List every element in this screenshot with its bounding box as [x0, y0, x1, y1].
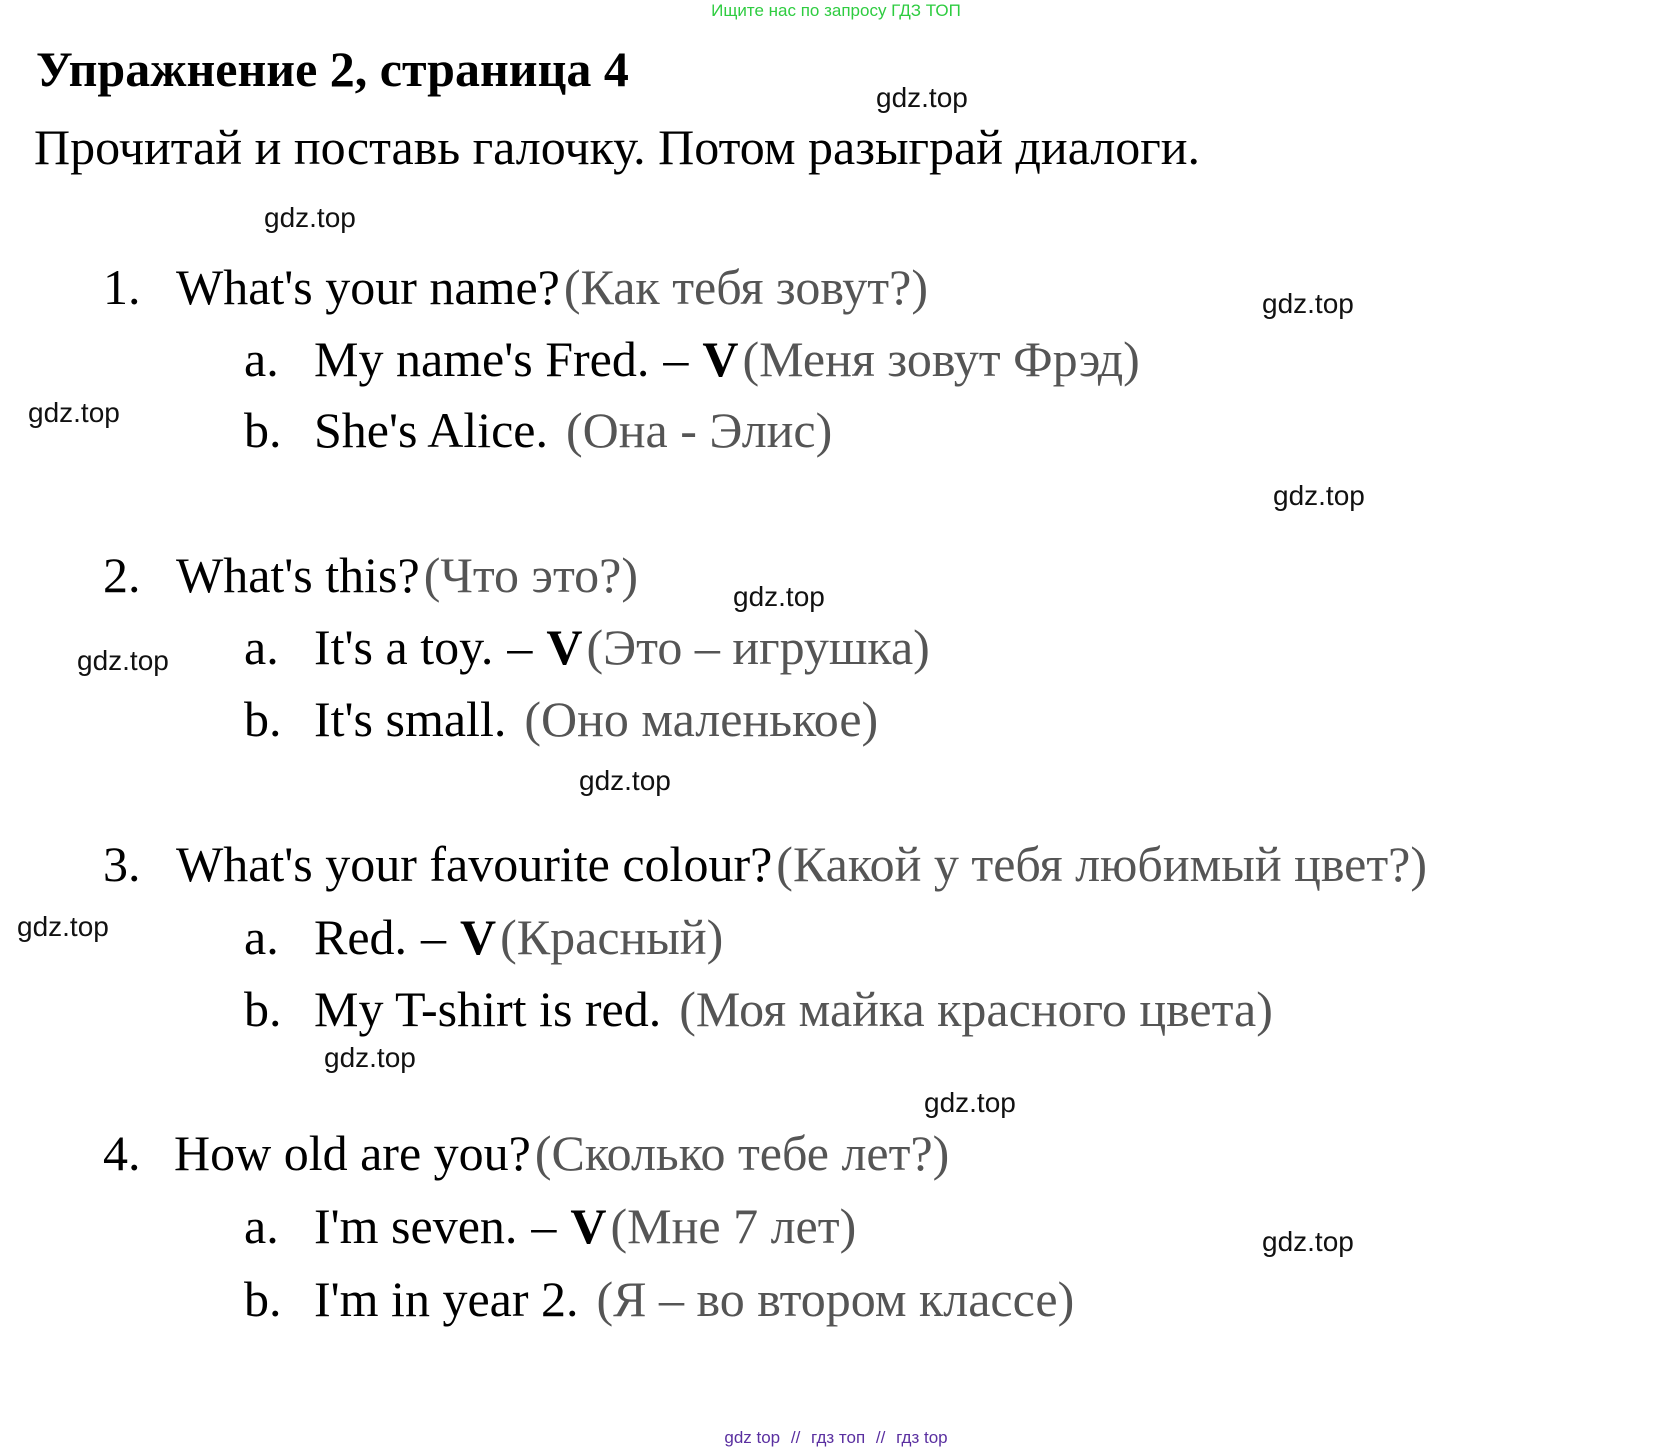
question-translation: (Сколько тебе лет?) [534, 1125, 950, 1181]
answer-text: I'm in year 2. [314, 1271, 579, 1327]
answer-dash: – [421, 909, 447, 965]
watermark: gdz.top [28, 397, 120, 428]
answer-row [314, 980, 1273, 1038]
watermark: gdz.top [579, 765, 671, 796]
watermark: gdz.top [1273, 480, 1365, 511]
question-text: What's this? [176, 547, 420, 603]
footer-link[interactable]: гдз топ [811, 1428, 866, 1447]
footer-links [0, 1428, 1672, 1448]
question-number: 3. [103, 836, 141, 892]
answer-dash: – [531, 1198, 557, 1254]
question-row [176, 546, 638, 604]
check-mark: V [546, 619, 583, 675]
answer-translation: (Это – игрушка) [586, 619, 930, 675]
answer-translation: (Моя майка красного цвета) [679, 981, 1273, 1037]
answer-letter: a. [244, 1198, 279, 1254]
answer-text: My name's Fred. [314, 331, 650, 387]
watermark: gdz.top [264, 202, 356, 233]
answer-row [314, 330, 1140, 388]
answer-translation: (Она - Элис) [565, 402, 833, 458]
answer-dash: – [663, 331, 689, 387]
footer-link[interactable]: гдз top [896, 1428, 948, 1447]
answer-letter: a. [244, 331, 279, 387]
answer-translation: (Я – во втором классе) [596, 1271, 1075, 1327]
answer-letter: b. [244, 981, 282, 1037]
check-mark: V [460, 909, 497, 965]
question-number: 1. [103, 259, 141, 315]
answer-text: She's Alice. [314, 402, 548, 458]
answer-letter: b. [244, 1271, 282, 1327]
exercise-instruction: Прочитай и поставь галочку. Потом разыграй диалоги. [34, 119, 1201, 175]
check-mark: V [702, 331, 739, 387]
answer-row [314, 1270, 1074, 1328]
question-row [176, 835, 1427, 893]
check-mark: V [570, 1198, 607, 1254]
answer-text: It's small. [314, 691, 507, 747]
answer-row [314, 1197, 856, 1255]
answer-translation: (Мне 7 лет) [610, 1198, 857, 1254]
answer-row [314, 908, 723, 966]
answer-text: My T-shirt is red. [314, 981, 662, 1037]
answer-translation: (Меня зовут Фрэд) [742, 331, 1140, 387]
answer-letter: a. [244, 909, 279, 965]
question-row [176, 258, 928, 316]
footer-separator: // [790, 1428, 801, 1447]
answer-row [314, 618, 930, 676]
watermark: gdz.top [17, 911, 109, 942]
question-number: 2. [103, 547, 141, 603]
question-text: What's your name? [176, 259, 560, 315]
answer-translation: (Оно маленькое) [524, 691, 879, 747]
footer-separator: // [875, 1428, 886, 1447]
answer-letter: a. [244, 619, 279, 675]
answer-translation: (Красный) [500, 909, 724, 965]
watermark: gdz.top [1262, 288, 1354, 319]
question-number: 4. [103, 1125, 141, 1181]
watermark: gdz.top [1262, 1226, 1354, 1257]
question-translation: (Что это?) [423, 547, 639, 603]
watermark: gdz.top [924, 1087, 1016, 1118]
question-text: How old are you? [174, 1125, 531, 1181]
exercise-title: Упражнение 2, страница 4 [36, 41, 629, 97]
watermark: gdz.top [876, 82, 968, 113]
watermark: gdz.top [733, 581, 825, 612]
answer-dash: – [507, 619, 533, 675]
answer-letter: b. [244, 402, 282, 458]
question-translation: (Какой у тебя любимый цвет?) [776, 836, 1428, 892]
question-row [174, 1124, 949, 1182]
watermark: gdz.top [324, 1042, 416, 1073]
footer-link[interactable]: gdz top [724, 1428, 781, 1447]
answer-text: I'm seven. [314, 1198, 518, 1254]
watermark: gdz.top [77, 645, 169, 676]
answer-text: It's a toy. [314, 619, 494, 675]
question-translation: (Как тебя зовут?) [563, 259, 928, 315]
answer-row [314, 690, 878, 748]
answer-letter: b. [244, 691, 282, 747]
question-text: What's your favourite colour? [176, 836, 773, 892]
answer-text: Red. [314, 909, 408, 965]
answer-row [314, 401, 832, 459]
search-banner[interactable]: Ищите нас по запросу ГДЗ ТОП [711, 1, 961, 20]
